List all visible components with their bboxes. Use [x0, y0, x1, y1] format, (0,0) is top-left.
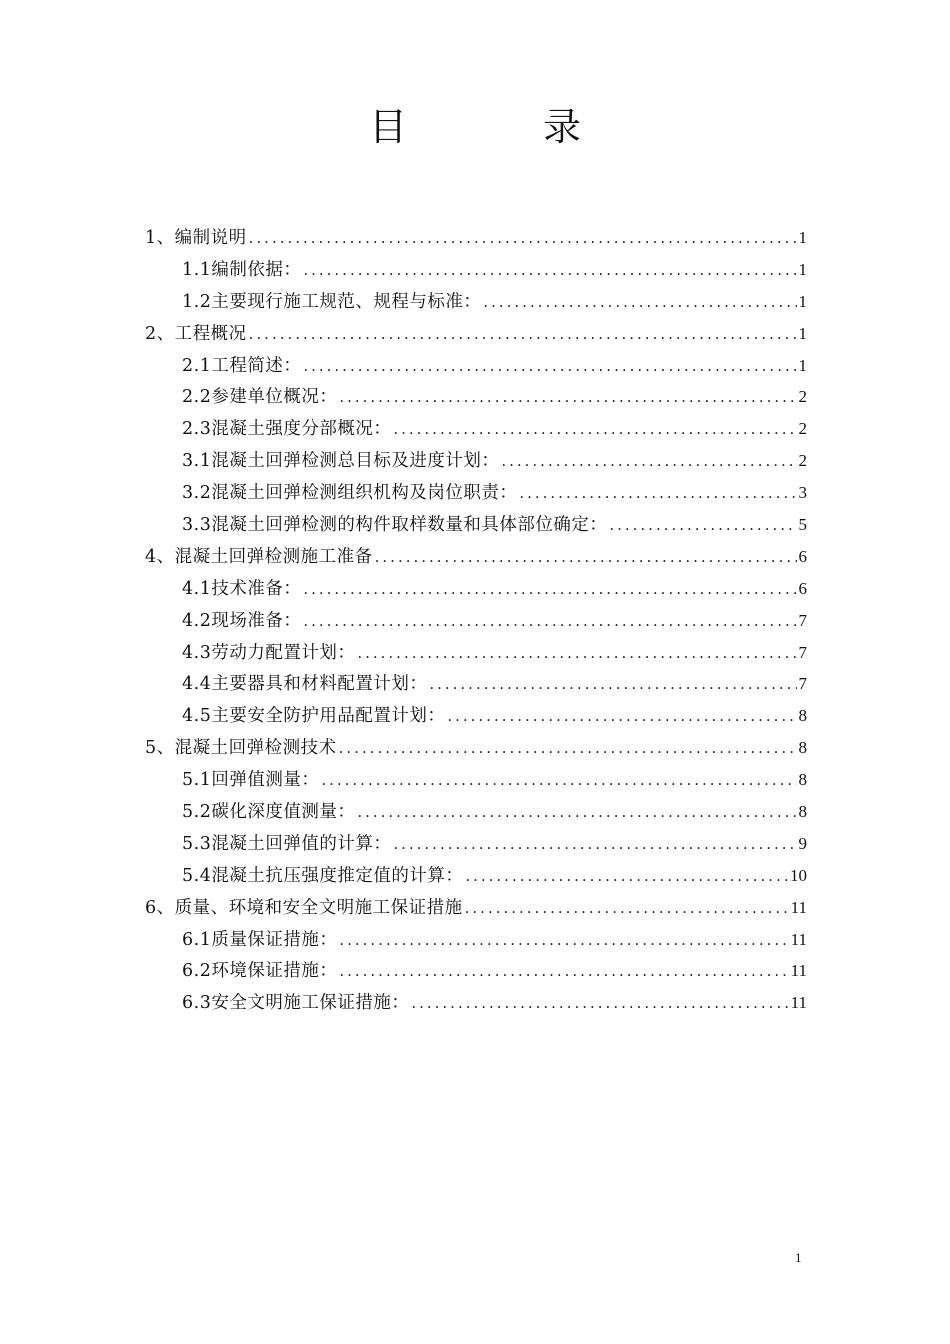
toc-entry-page: 1 — [798, 355, 807, 375]
toc-entry-text: 5.1回弹值测量： — [182, 770, 320, 791]
toc-leader-dots — [339, 925, 788, 956]
toc-entry-page: 5 — [798, 515, 807, 535]
toc-entry-text: 4.4主要器具和材料配置计划： — [182, 674, 428, 695]
toc-leader-dots — [339, 956, 788, 987]
toc-entry[interactable] — [145, 892, 807, 924]
toc-leader-dots — [357, 638, 796, 669]
toc-entry[interactable] — [145, 732, 807, 764]
toc-entry-text: 4.1技术准备： — [182, 578, 302, 599]
toc-entry-text: 4、混凝土回弹检测施工准备 — [145, 546, 373, 567]
toc-entry-page: 2 — [798, 387, 807, 407]
toc-entry-text: 5.3混凝土回弹值的计算： — [182, 833, 392, 854]
toc-entry-text: 1.2主要现行施工规范、规程与标准： — [182, 291, 482, 312]
toc-entry[interactable] — [145, 764, 807, 796]
toc-entry-text: 5、混凝土回弹检测技术 — [145, 738, 337, 759]
toc-leader-dots — [483, 287, 796, 318]
toc-entry-page: 11 — [790, 897, 807, 917]
toc-entry-page: 6 — [798, 578, 807, 598]
toc-entry[interactable] — [145, 350, 807, 382]
toc-entry-page: 2 — [798, 419, 807, 439]
toc-leader-dots — [429, 669, 796, 700]
toc-entry-text: 4.5主要安全防护用品配置计划： — [182, 706, 446, 727]
toc-entry[interactable] — [145, 637, 807, 669]
toc-leader-dots — [465, 861, 788, 892]
toc-entry[interactable] — [145, 924, 807, 956]
toc-leader-dots — [501, 446, 796, 477]
toc-entry[interactable] — [145, 541, 807, 573]
toc-entry[interactable] — [145, 796, 807, 828]
toc-entry-page: 3 — [798, 483, 807, 503]
toc-entry[interactable] — [145, 828, 807, 860]
toc-entry-text: 5.4混凝土抗压强度推定值的计算： — [182, 865, 464, 886]
toc-entry[interactable] — [145, 413, 807, 445]
toc-entry[interactable] — [145, 860, 807, 892]
toc-leader-dots — [303, 351, 796, 382]
toc-entry-page: 1 — [798, 323, 807, 343]
toc-entry-page: 11 — [790, 929, 807, 949]
toc-entry-text: 5.2碳化深度值测量： — [182, 802, 356, 823]
toc-leader-dots — [249, 223, 797, 254]
toc-entry-text: 3.1混凝土回弹检测总目标及进度计划： — [182, 451, 500, 472]
toc-leader-dots — [303, 574, 796, 605]
toc-entry-page: 8 — [798, 738, 807, 758]
toc-entry[interactable] — [145, 955, 807, 987]
toc-entry-page: 8 — [798, 802, 807, 822]
toc-entry[interactable] — [145, 286, 807, 318]
toc-entry-text: 6.2环境保证措施： — [182, 961, 338, 982]
toc-leader-dots — [357, 797, 796, 828]
toc-entry-text: 2、工程概况 — [145, 323, 247, 344]
toc-entry-page: 2 — [798, 451, 807, 471]
toc-leader-dots — [249, 319, 797, 350]
toc-leader-dots — [609, 510, 796, 541]
toc-entry-text: 6.3安全文明施工保证措施： — [182, 993, 410, 1014]
toc-entry-page: 7 — [798, 610, 807, 630]
toc-entry-text: 1.1编制依据： — [182, 259, 302, 280]
toc-entry[interactable] — [145, 987, 807, 1019]
toc-entry-page: 7 — [798, 674, 807, 694]
toc-leader-dots — [375, 542, 797, 573]
toc-leader-dots — [321, 765, 796, 796]
toc-leader-dots — [447, 701, 796, 732]
toc-leader-dots — [465, 893, 789, 924]
toc-entry-text: 2.2参建单位概况： — [182, 387, 338, 408]
toc-entry-page: 8 — [798, 706, 807, 726]
toc-leader-dots — [303, 255, 796, 286]
toc-entry[interactable] — [145, 668, 807, 700]
toc-entry[interactable] — [145, 700, 807, 732]
toc-entry-page: 1 — [798, 291, 807, 311]
table-of-contents — [145, 222, 807, 1019]
toc-entry-text: 6、质量、环境和安全文明施工保证措施 — [145, 897, 463, 918]
toc-entry[interactable] — [145, 318, 807, 350]
toc-entry[interactable] — [145, 477, 807, 509]
toc-entry-text: 3.2混凝土回弹检测组织机构及岗位职责： — [182, 483, 518, 504]
toc-entry-page: 11 — [790, 961, 807, 981]
toc-entry-page: 11 — [790, 993, 807, 1013]
toc-entry-text: 6.1质量保证措施： — [182, 929, 338, 950]
toc-entry-text: 3.3混凝土回弹检测的构件取样数量和具体部位确定： — [182, 515, 608, 536]
toc-entry[interactable] — [145, 509, 807, 541]
toc-entry[interactable] — [145, 381, 807, 413]
page-number: 1 — [795, 1250, 802, 1265]
toc-entry[interactable] — [145, 573, 807, 605]
toc-entry-page: 6 — [798, 546, 807, 566]
toc-leader-dots — [339, 733, 797, 764]
toc-entry-page: 7 — [798, 642, 807, 662]
toc-entry-text: 2.3混凝土强度分部概况： — [182, 419, 392, 440]
toc-entry[interactable] — [145, 605, 807, 637]
toc-entry[interactable] — [145, 254, 807, 286]
toc-entry-text: 4.2现场准备： — [182, 610, 302, 631]
toc-entry-text: 1、编制说明 — [145, 228, 247, 248]
toc-entry[interactable] — [145, 222, 807, 254]
toc-title: 目 录 — [368, 105, 644, 149]
toc-entry-page: 8 — [798, 770, 807, 790]
toc-leader-dots — [393, 829, 796, 860]
toc-leader-dots — [339, 382, 796, 413]
toc-entry-text: 2.1工程简述： — [182, 355, 302, 376]
toc-entry-page: 1 — [798, 228, 807, 247]
toc-leader-dots — [393, 414, 796, 445]
toc-entry-page: 1 — [798, 259, 807, 279]
toc-leader-dots — [411, 988, 788, 1019]
toc-entry[interactable] — [145, 445, 807, 477]
toc-leader-dots — [303, 606, 796, 637]
toc-leader-dots — [519, 478, 796, 509]
toc-entry-text: 4.3劳动力配置计划： — [182, 642, 356, 663]
toc-entry-page: 10 — [790, 865, 807, 885]
toc-entry-page: 9 — [798, 833, 807, 853]
